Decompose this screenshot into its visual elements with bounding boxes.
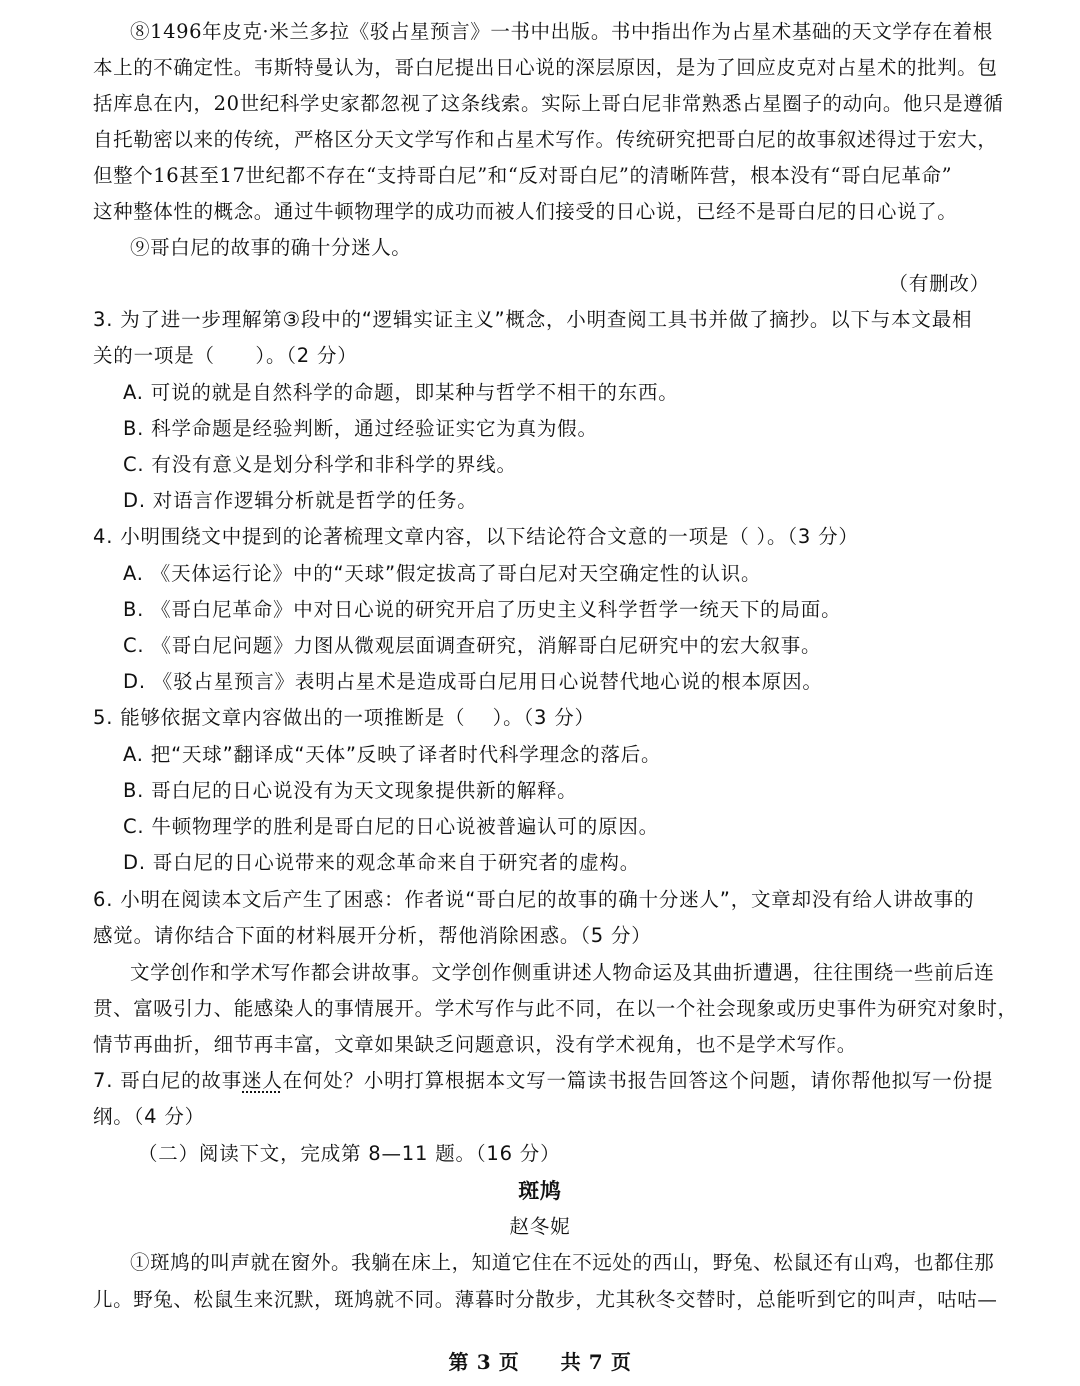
source-note: （有删改） <box>888 272 990 295</box>
q6-material-line-3: 情节再曲折，细节再丰富，文章如果缺乏问题意识，没有学术视角，也不是学术写作。 <box>93 1033 857 1056</box>
q6-stem-line-2: 感觉。请你结合下面的材料展开分析，帮他消除困惑。（5 分） <box>93 924 652 947</box>
q5-option-d: D. 哥白尼的日心说带来的观念革命来自于研究者的虚构。 <box>123 851 641 874</box>
q5-stem: 5. 能够依据文章内容做出的一项推断是（ ）。（3 分） <box>93 706 595 729</box>
q3-option-b: B. 科学命题是经验判断，通过经验证实它为真为假。 <box>123 417 598 440</box>
para8-line-2: 本上的不确定性。韦斯特曼认为，哥白尼提出日心说的深层原因，是为了回应皮克对占星术的批判。包 <box>93 56 998 79</box>
q6-material-line-1: 文学创作和学术写作都会讲故事。文学创作侧重讲述人物命运及其曲折遭遇，往往围绕一些前后连 <box>130 961 995 984</box>
q3-option-c: C. 有没有意义是划分科学和非科学的界线。 <box>123 453 517 476</box>
article-author: 赵冬妮 <box>509 1215 571 1238</box>
q4-option-b: B. 《哥白尼革命》中对日心说的研究开启了历史主义科学哲学一统天下的局面。 <box>123 598 842 621</box>
section-2-heading: （二）阅读下文，完成第 8—11 题。（16 分） <box>138 1142 561 1165</box>
para8-line-4: 自托勒密以来的传统，严格区分天文学写作和占星术写作。传统研究把哥白尼的故事叙述得过于宏大， <box>93 128 998 151</box>
q3-option-a: A. 可说的就是自然科学的命题，即某种与哲学不相干的东西。 <box>123 381 679 404</box>
para8-line-1: ⑧1496年皮克·米兰多拉《驳占星预言》一书中出版。书中指出作为占星术基础的天文学存在着根 <box>130 20 993 43</box>
q4-option-c: C. 《哥白尼问题》力图从微观层面调查研究，消解哥白尼研究中的宏大叙事。 <box>123 634 822 657</box>
q3-stem-line-2: 关的一项是（ ）。（2 分） <box>93 344 358 367</box>
para8-line-3: 括库息在内，20世纪科学史家都忽视了这条线索。实际上哥白尼非常熟悉占星圈子的动向。他只是遵循 <box>93 92 1004 115</box>
q4-option-d: D. 《驳占星预言》表明占星术是造成哥白尼用日心说替代地心说的根本原因。 <box>123 670 823 693</box>
q7-prefix: 7. 哥白尼的故事 <box>93 1069 243 1092</box>
q6-material-line-2: 贯、富吸引力、能感染人的事情展开。学术写作与此不同，在以一个社会现象或历史事件为研究对象时， <box>93 997 1018 1020</box>
q6-stem-line-1: 6. 小明在阅读本文后产生了困惑：作者说“哥白尼的故事的确十分迷人”，文章却没有给人讲故事的 <box>93 888 975 911</box>
q5-option-b: B. 哥白尼的日心说没有为天文现象提供新的解释。 <box>123 779 578 802</box>
para9: ⑨哥白尼的故事的确十分迷人。 <box>130 236 412 259</box>
q3-option-d: D. 对语言作逻辑分析就是哲学的任务。 <box>123 489 478 512</box>
q4-stem: 4. 小明围绕文中提到的论著梳理文章内容，以下结论符合文意的一项是（ ）。（3 分） <box>93 525 859 548</box>
q7-suffix: 在何处？小明打算根据本文写一篇读书报告回答这个问题，请你帮他拟写一份提 <box>282 1069 994 1092</box>
article-para1-line-1: ①斑鸠的叫声就在窗外。我躺在床上，知道它住在不远处的西山，野兔、松鼠还有山鸡，也都住那 <box>130 1251 995 1274</box>
article-title: 斑鸠 <box>518 1179 562 1203</box>
q7-stem-line-2: 纲。（4 分） <box>93 1105 205 1128</box>
q7-stem-line-1 <box>93 1066 993 1096</box>
q7-dotted-emphasis: 迷人 <box>242 1069 283 1092</box>
para8-line-6: 这种整体性的概念。通过牛顿物理学的成功而被人们接受的日心说，已经不是哥白尼的日心说了。 <box>93 200 958 223</box>
article-para1-line-2: 儿。野兔、松鼠生来沉默，斑鸠就不同。薄暮时分散步，尤其秋冬交替时，总能听到它的叫声，咕咕— <box>93 1288 998 1311</box>
page-footer: 第 3 页 共 7 页 <box>448 1350 632 1374</box>
q3-stem-line-1: 3. 为了进一步理解第③段中的“逻辑实证主义”概念，小明查阅工具书并做了摘抄。以下与本文最相 <box>93 308 973 331</box>
q4-option-a: A. 《天体运行论》中的“天球”假定拔高了哥白尼对天空确定性的认识。 <box>123 562 762 585</box>
q5-option-c: C. 牛顿物理学的胜利是哥白尼的日心说被普遍认可的原因。 <box>123 815 659 838</box>
q5-option-a: A. 把“天球”翻译成“天体”反映了译者时代科学理念的落后。 <box>123 743 662 766</box>
para8-line-5: 但整个16甚至17世纪都不存在“支持哥白尼”和“反对哥白尼”的清晰阵营，根本没有“哥白尼革命” <box>93 164 953 187</box>
